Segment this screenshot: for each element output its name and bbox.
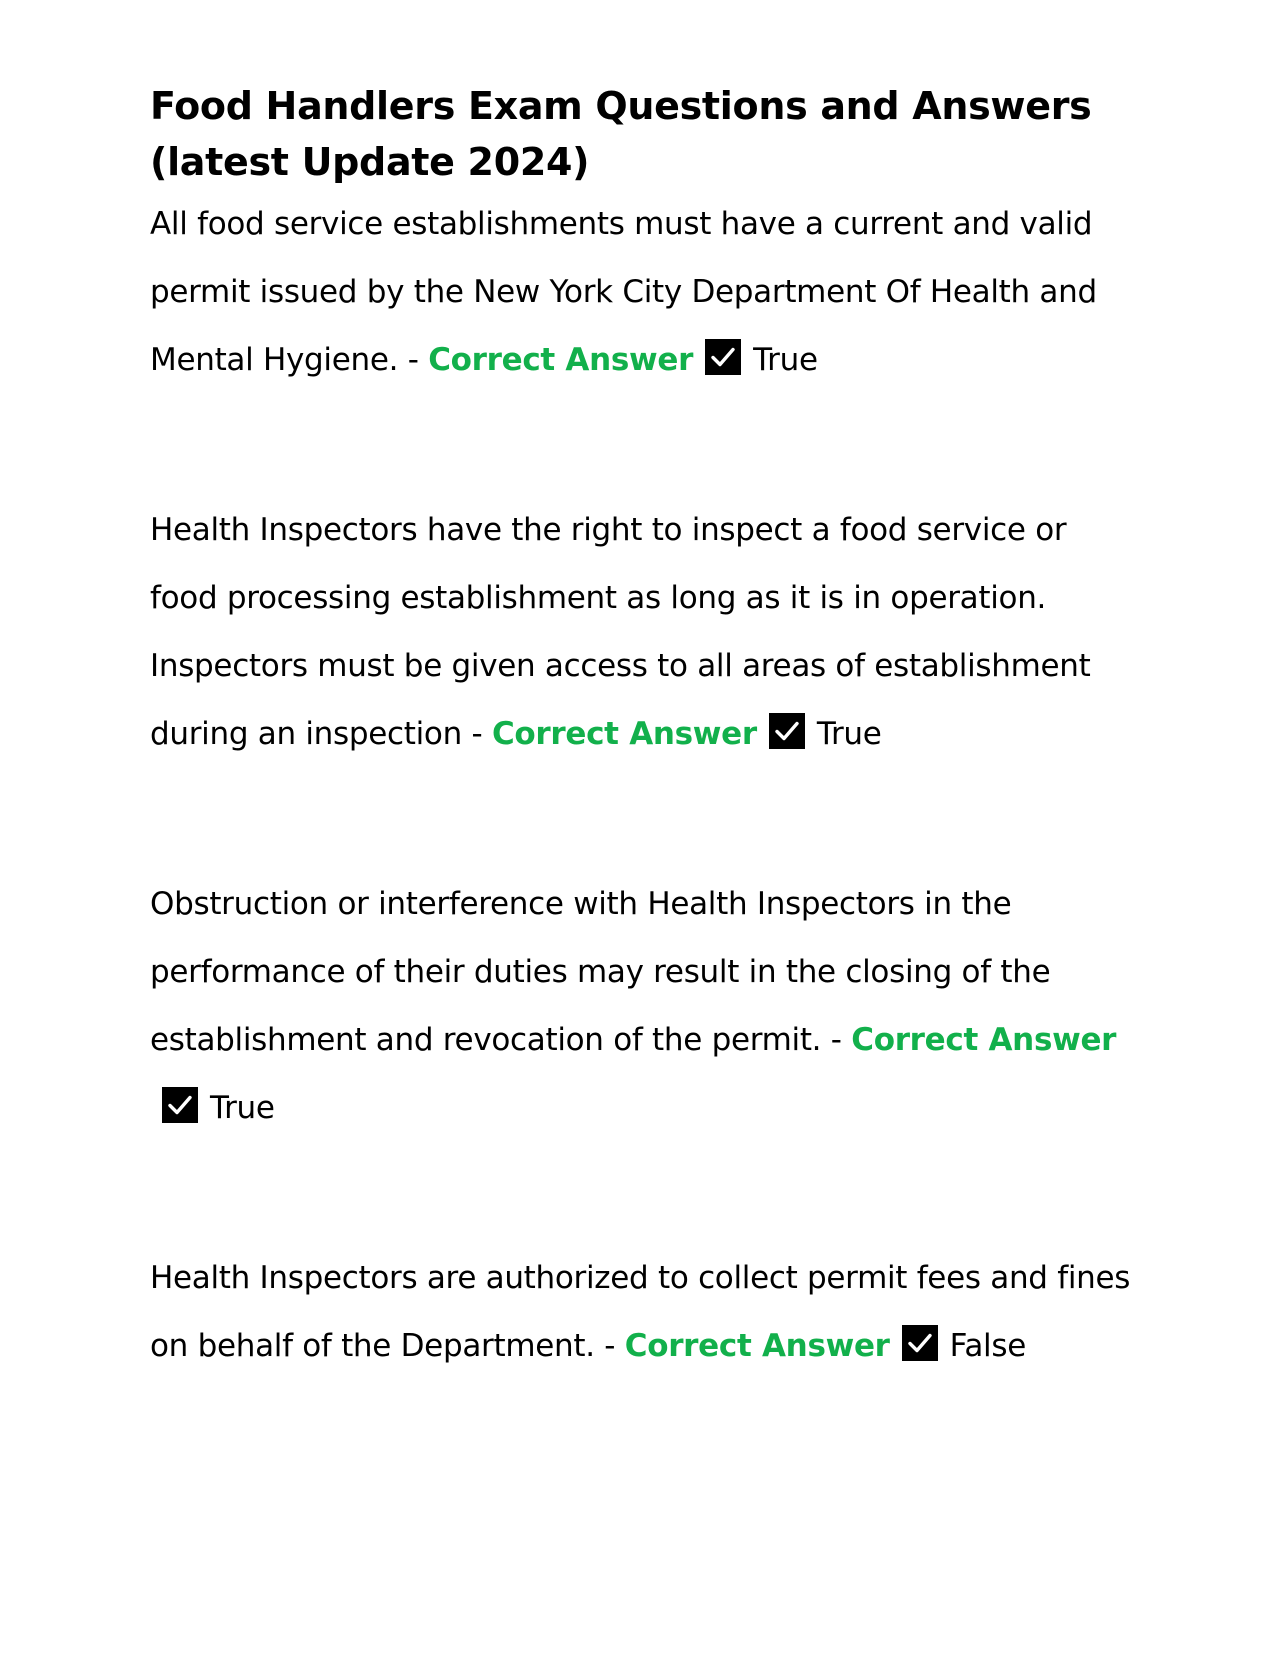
qa-item xyxy=(150,496,1140,768)
answer-text: True xyxy=(210,1090,275,1126)
separator: - xyxy=(461,716,492,752)
qa-item xyxy=(150,1244,1140,1380)
answer-text: True xyxy=(816,716,882,752)
question-text: All food service establishments must have a current and valid permit issued by the New York City Department Of Health and Mental Hygiene. xyxy=(150,206,1097,378)
qa-item xyxy=(150,190,1140,394)
separator: - xyxy=(594,1328,625,1364)
document-title: Food Handlers Exam Questions and Answers (latest Update 2024) xyxy=(150,84,1092,184)
qa-item xyxy=(150,870,1140,1142)
answer-text: False xyxy=(949,1328,1026,1364)
check-box-icon xyxy=(769,713,805,749)
correct-answer-label: Correct Answer xyxy=(851,1022,1117,1058)
check-box-icon xyxy=(902,1325,938,1361)
separator: - xyxy=(821,1022,852,1058)
correct-answer-label: Correct Answer xyxy=(491,716,757,752)
question-text: Obstruction or interference with Health Inspectors in the performance of their duties may result in the closing of the establishment and revocation of the permit. xyxy=(150,886,1051,1058)
answer-text: True xyxy=(753,342,818,378)
question-text: Health Inspectors have the right to inspect a food service or food processing establishment as long as it is in operation. Inspectors must be given access to all areas of establishment during an inspection xyxy=(150,512,1091,752)
question-text: Health Inspectors are authorized to collect permit fees and fines on behalf of the Department. xyxy=(150,1260,1131,1364)
check-box-icon xyxy=(705,339,741,375)
correct-answer-label: Correct Answer xyxy=(428,342,694,378)
document-page xyxy=(150,78,1140,1380)
check-box-icon xyxy=(162,1087,198,1123)
correct-answer-label: Correct Answer xyxy=(624,1328,890,1364)
separator: - xyxy=(398,342,429,378)
